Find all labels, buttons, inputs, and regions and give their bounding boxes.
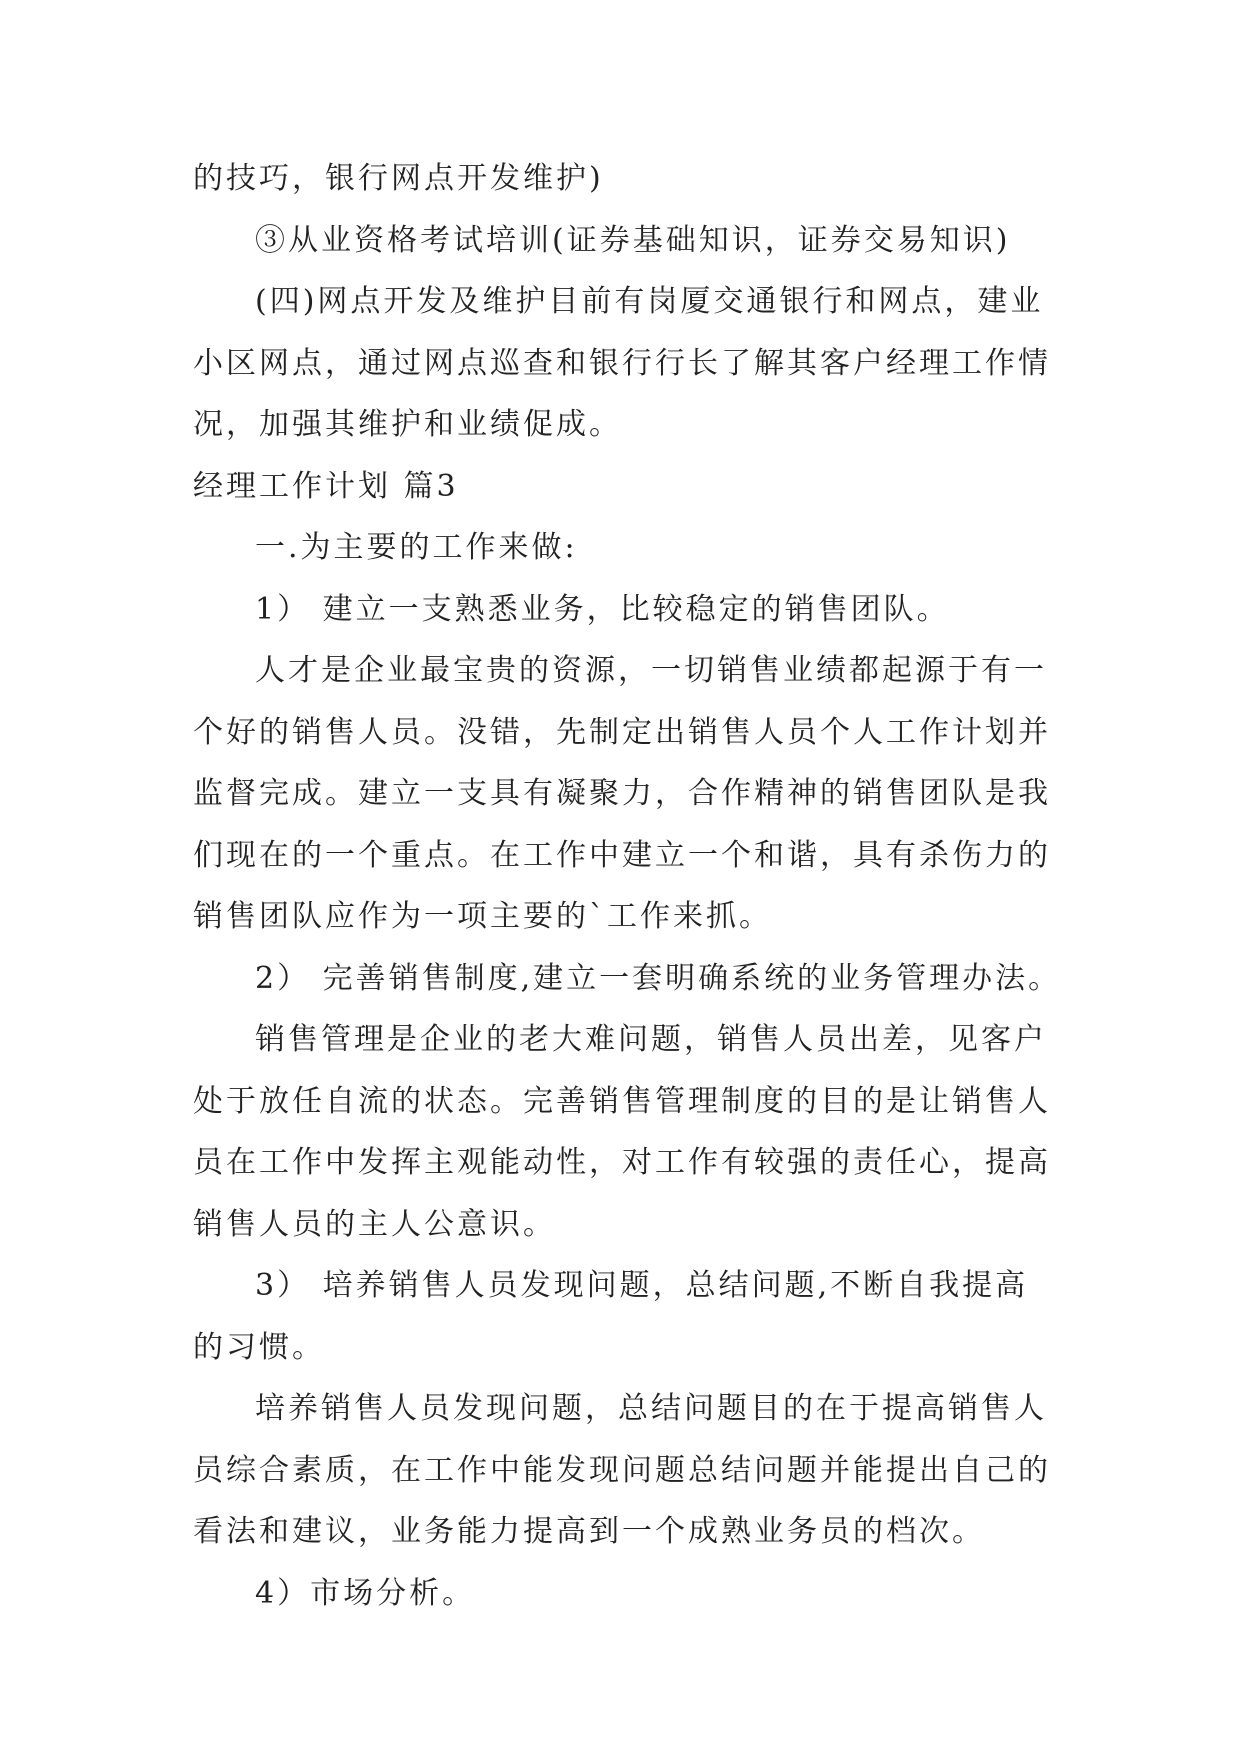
text-line: 培养销售人员发现问题，总结问题目的在于提高销售人 bbox=[255, 1391, 1047, 1426]
text-line: 一.为主要的工作来做: bbox=[255, 530, 578, 565]
text-line: 1） 建立一支熟悉业务，比较稳定的销售团队。 bbox=[255, 591, 950, 627]
text-line: 3） 培养销售人员发现问题，总结问题,不断自我提高 bbox=[255, 1268, 1029, 1303]
text-line: 的习惯。 bbox=[193, 1329, 325, 1365]
text-line: 看法和建议，业务能力提高到一个成熟业务员的档次。 bbox=[193, 1514, 985, 1549]
section-heading: 经理工作计划 篇3 bbox=[193, 468, 459, 504]
text-line: 小区网点，通过网点巡查和银行行长了解其客户经理工作情 bbox=[193, 345, 1051, 381]
text-line: 4）市场分析。 bbox=[255, 1575, 476, 1611]
text-line: (四)网点开发及维护目前有岗厦交通银行和网点，建业 bbox=[255, 284, 1044, 319]
document-body bbox=[193, 148, 1062, 1624]
text-line: 个好的销售人员。没错，先制定出销售人员个人工作计划并 bbox=[193, 714, 1051, 750]
text-line: ③从业资格考试培训(证券基础知识，证券交易知识) bbox=[255, 222, 1011, 258]
text-line: 处于放任自流的状态。完善销售管理制度的目的是让销售人 bbox=[193, 1083, 1051, 1119]
text-line: 监督完成。建立一支具有凝聚力，合作精神的销售团队是我 bbox=[193, 776, 1051, 811]
text-line: 销售人员的主人公意识。 bbox=[193, 1206, 556, 1242]
text-line: 况，加强其维护和业绩促成。 bbox=[193, 407, 622, 442]
text-line: 人才是企业最宝贵的资源，一切销售业绩都起源于有一 bbox=[255, 653, 1047, 688]
text-line: 员在工作中发挥主观能动性，对工作有较强的责任心，提高 bbox=[193, 1145, 1051, 1180]
text-line: 们现在的一个重点。在工作中建立一个和谐，具有杀伤力的 bbox=[193, 837, 1051, 873]
text-line: 员综合素质，在工作中能发现问题总结问题并能提出自己的 bbox=[193, 1452, 1051, 1488]
text-line: 销售团队应作为一项主要的`工作来抓。 bbox=[193, 899, 772, 934]
text-line: 销售管理是企业的老大难问题，销售人员出差，见客户 bbox=[255, 1022, 1047, 1057]
text-line: 的技巧，银行网点开发维护) bbox=[193, 161, 604, 196]
text-line: 2） 完善销售制度,建立一套明确系统的业务管理办法。 bbox=[255, 960, 1062, 996]
